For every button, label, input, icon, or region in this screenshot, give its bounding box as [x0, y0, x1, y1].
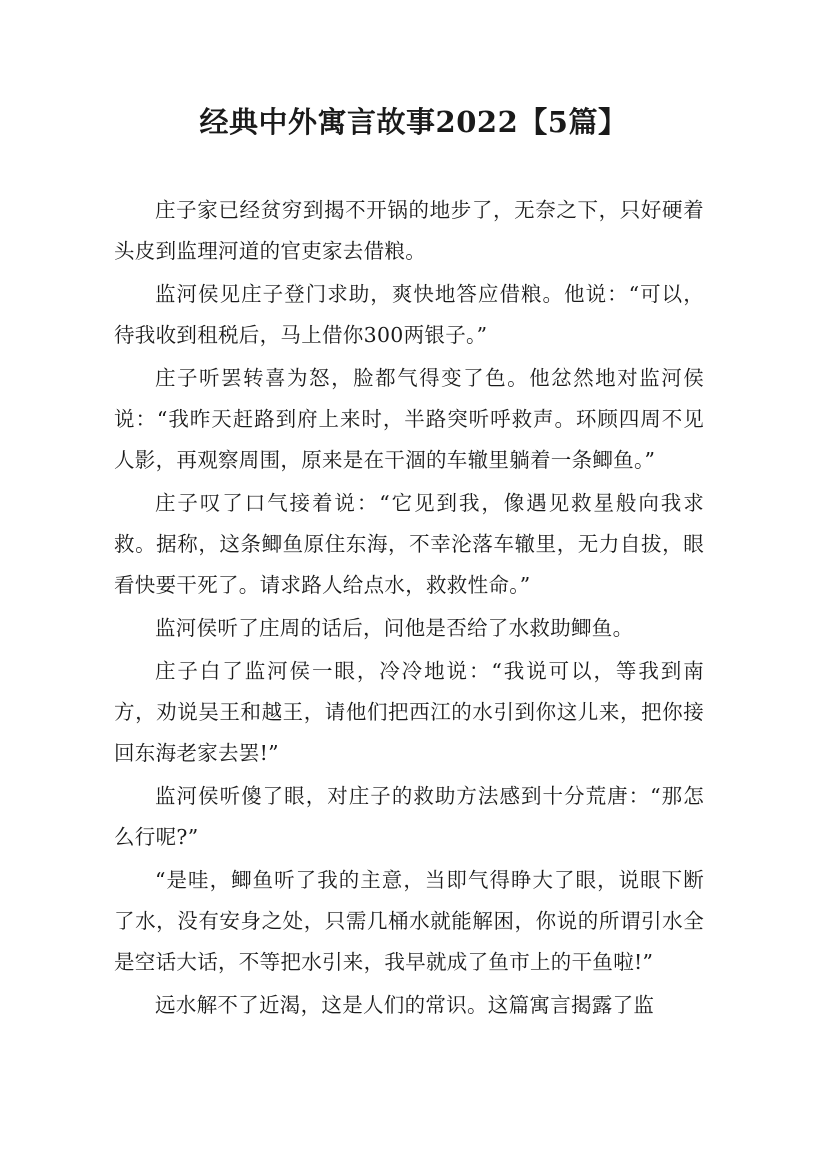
paragraph: 庄子家已经贫穷到揭不开锅的地步了，无奈之下，只好硬着头皮到监理河道的官吏家去借粮。 [114, 198, 704, 263]
paragraph: 监河侯见庄子登门求助，爽快地答应借粮。他说：“可以，待我收到租税后，马上借你300两银子。” [114, 282, 704, 347]
document-title: 经典中外寓言故事2022【5篇】 [199, 105, 628, 139]
paragraph: 庄子叹了口气接着说：“它见到我，像遇见救星般向我求救。据称，这条鲫鱼原住东海，不幸沦落车辙里，无力自拔，眼看快要干死了。请求路人给点水，救救性命。” [114, 491, 704, 597]
paragraph: 监河侯听傻了眼，对庄子的救助方法感到十分荒唐：“那怎么行呢?” [114, 784, 704, 849]
paragraph: 监河侯听了庄周的话后，问他是否给了水救助鲫鱼。 [155, 616, 634, 640]
paragraph: 庄子听罢转喜为怒，脸都气得变了色。他忿然地对监河侯说：“我昨天赶路到府上来时，半路突听呼救声。环顾四周不见人影，再观察周围，原来是在干涸的车辙里躺着一条鲫鱼。” [114, 366, 704, 472]
document-body [114, 190, 704, 1028]
paragraph: 庄子白了监河侯一眼，冷冷地说：“我说可以，等我到南方，劝说吴王和越王，请他们把西江的水引到你这儿来，把你接回东海老家去罢!” [114, 659, 704, 765]
paragraph: 远水解不了近渴，这是人们的常识。这篇寓言揭露了监 [155, 993, 655, 1017]
paragraph: “是哇，鲫鱼听了我的主意，当即气得睁大了眼，说眼下断了水，没有安身之处，只需几桶水就能解困，你说的所谓引水全是空话大话，不等把水引来，我早就成了鱼市上的干鱼啦!” [114, 868, 704, 974]
